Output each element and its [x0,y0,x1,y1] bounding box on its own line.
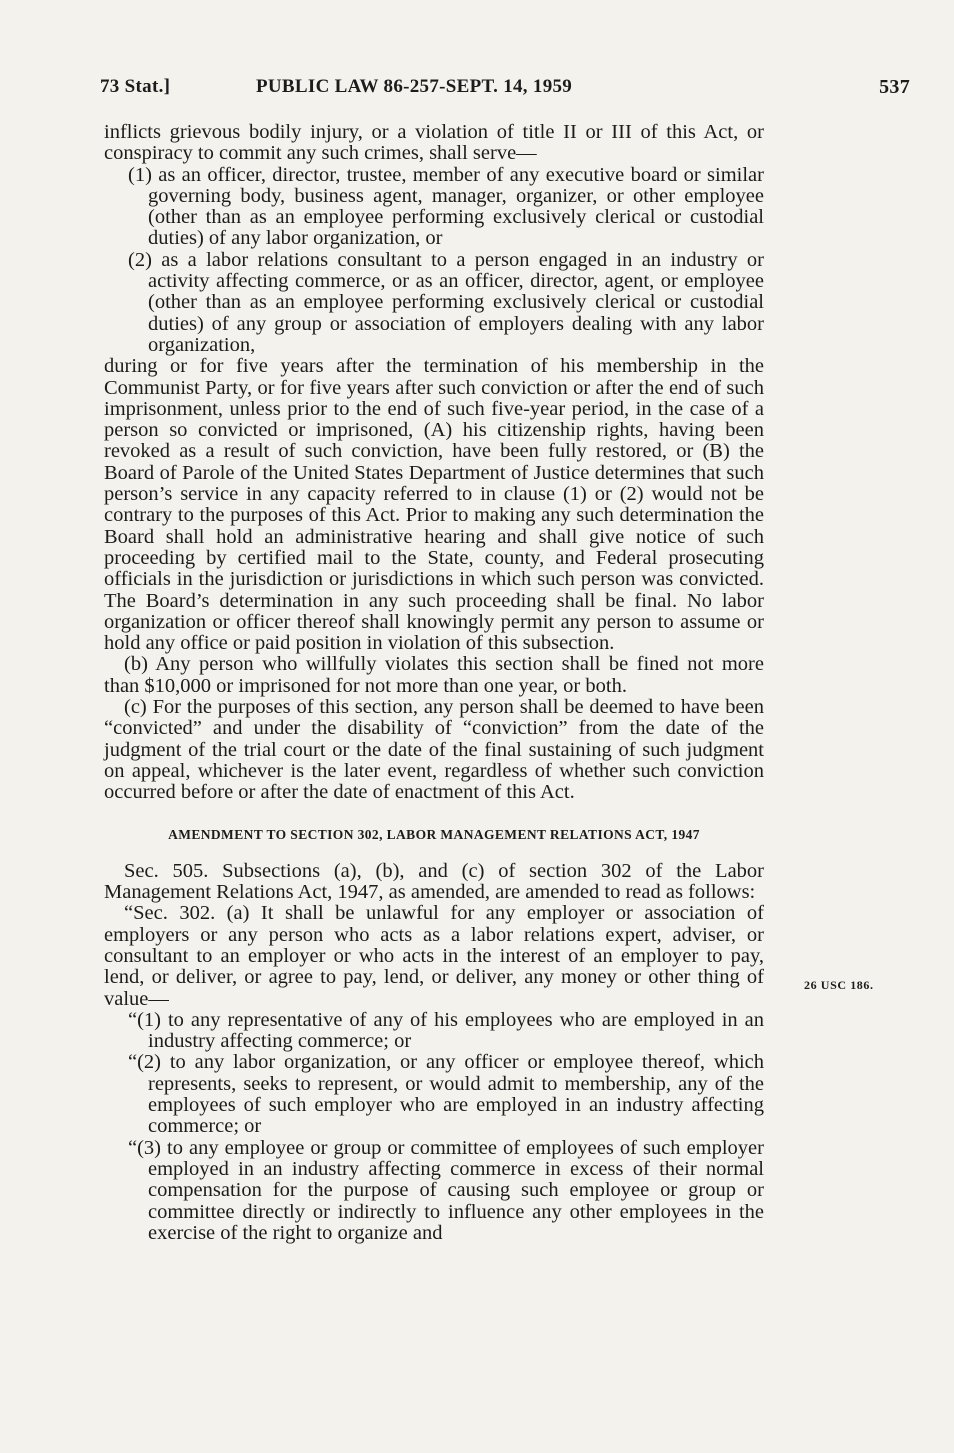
item-3: “(3) to any employee or group or committee of employees of such employer employed in an industry affecting commerce in excess of their normal compensation for the purpose of causing such employee or group or committee directly or indirectly to influence any other employees in the exercise of the right to organize and [128,1136,764,1244]
margin-citation: 26 USC 186. [804,978,874,992]
item-2: “(2) to any labor organization, or any officer or employee thereof, which represents, seeks to represent, or would admit to membership, any of the employees of such employer who are employed in an industry affecting commerce; or [128,1051,764,1138]
running-title: PUBLIC LAW 86-257-SEPT. 14, 1959 [256,76,573,97]
section-heading: AMENDMENT TO SECTION 302, LABOR MANAGEMENT RELATIONS ACT, 1947 [168,826,700,842]
page-number: 537 [879,76,910,98]
intro-paragraph: inflicts grievous bodily injury, or a violation of title II or III of this Act, or conspiracy to commit any such crimes, shall serve— [104,121,764,165]
body-text [104,122,764,1244]
statute-volume: 73 Stat.] [100,76,171,97]
section-302-a: “Sec. 302. (a) It shall be unlawful for any employer or association of employers or any person who acts as a labor relations expert, adviser, or consultant to an employer or who acts in the interest of an employer to pay, lend, or deliver, or agree to pay, lend, or deliver, any money or other thing of value— [104,902,764,1010]
page-header [100,76,910,106]
continuation-paragraph: during or for five years after the termination of his membership in the Communist Party, or for five years after such conviction or after the end of such imprisonment, unless prior to the end of such five-year period, in the case of a person so convicted or imprisoned, (A) his citizenship rights, having been revoked as a result of such conviction, have been fully restored, or (B) the Board of Parole of the United States Department of Justice determines that such person’s service in any capacity referred to in clause (1) or (2) would not be contrary to the purposes of this Act. Prior to making any such determination the Board shall hold an administrative hearing and shall give notice of such proceeding by certified mail to the State, county, and Federal prosecuting officials in the jurisdiction or jurisdictions in which such person was convicted. The Board’s determination in any such proceeding shall be final. No labor organization or officer thereof shall knowingly permit any person to assume or hold any office or paid position in violation of this subsection. [104,355,764,655]
item-1: “(1) to any representative of any of his employees who are employed in an industry affecting commerce; or [128,1008,764,1053]
clause-1: (1) as an officer, director, trustee, member of any executive board or similar governing body, business agent, manager, organizer, or other employee (other than as an employee performing exclusively clerical or custodial duties) of any labor organization, or [128,163,764,250]
section-505: Sec. 505. Subsections (a), (b), and (c) of section 302 of the Labor Management Relations Act, 1947, as amended, are amended to read as follows: [104,859,764,904]
subsection-b: (b) Any person who willfully violates this section shall be fined not more than $10,000 or imprisoned for not more than one year, or both. [104,653,764,697]
subsection-c: (c) For the purposes of this section, any person shall be deemed to have been “convicted” and under the disability of “conviction” from the date of the judgment of the trial court or the date of the final sustaining of such judgment on appeal, whichever is the later event, regardless of whether such conviction occurred before or after the date of enactment of this Act. [104,696,764,804]
clause-2: (2) as a labor relations consultant to a person engaged in an industry or activity affecting commerce, or as an officer, director, agent, or employee (other than as an employee performing exclusively clerical or custodial duties) of any group or association of employers dealing with any labor organization, [128,248,764,356]
